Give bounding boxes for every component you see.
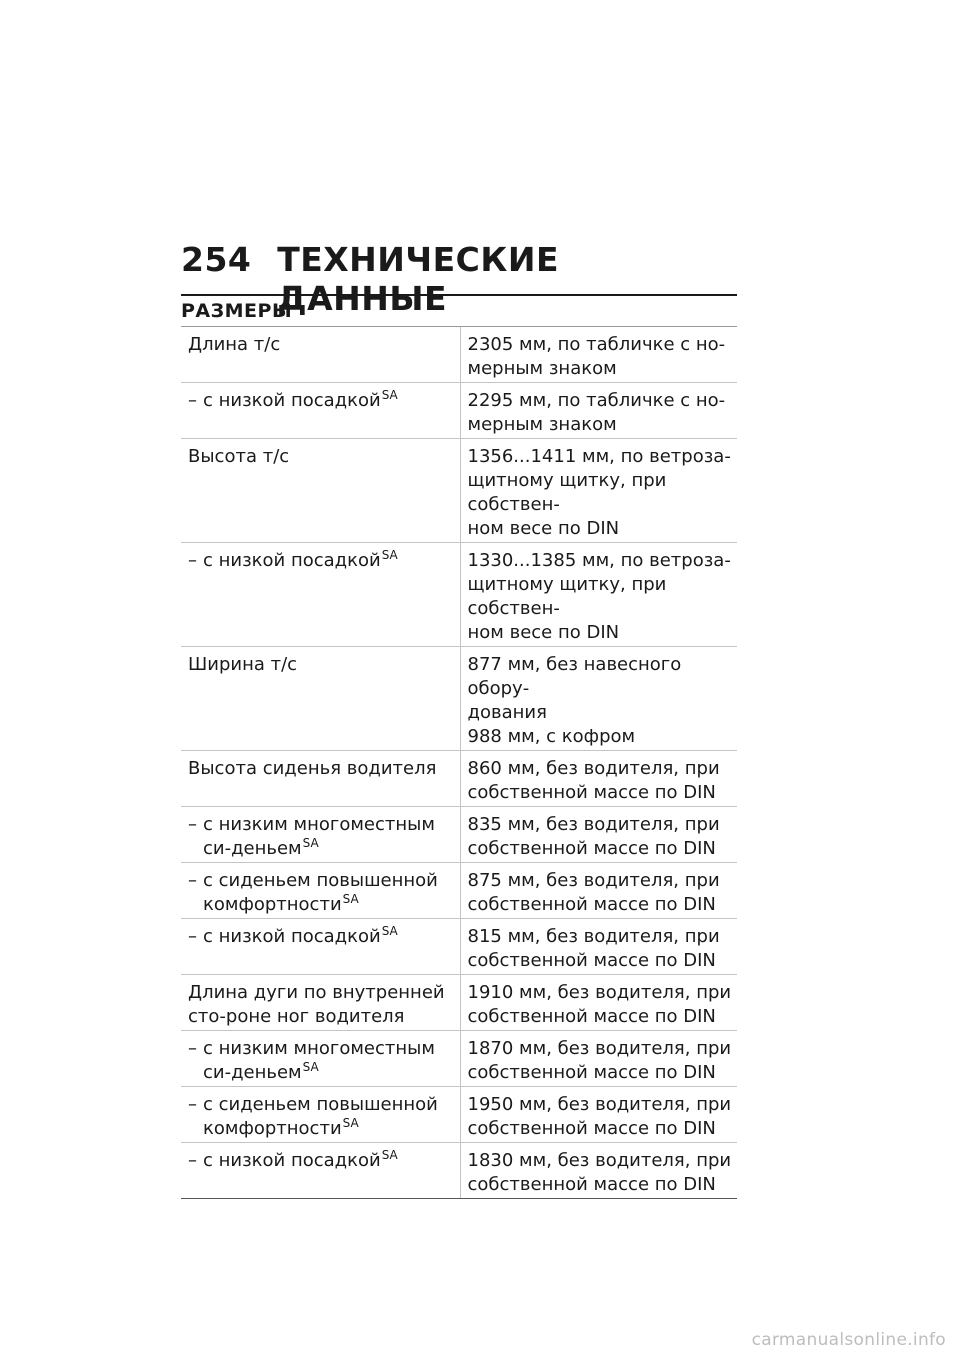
spec-label-text: с низкой посадкой [203, 390, 381, 411]
spec-label-cell [181, 383, 460, 439]
spec-row [181, 543, 737, 647]
spec-label-text: с сиденьем повышенной комфортности [203, 1094, 438, 1139]
spec-label-cell [181, 327, 460, 383]
spec-value-cell [460, 439, 737, 543]
spec-value-line: 2305 мм, по табличке с но- [467, 334, 726, 355]
spec-label-text: Длина дуги по внутренней сто-роне ног водителя [188, 982, 445, 1027]
spec-label [188, 757, 456, 781]
spec-value-cell [460, 1031, 737, 1087]
spec-label-text: Ширина т/с [188, 654, 298, 675]
spec-label-cell [181, 1031, 460, 1087]
spec-row [181, 327, 737, 383]
spec-value-line: собственной массе по DIN [467, 1006, 716, 1027]
dimensions-table [181, 327, 737, 1199]
spec-value-line: 875 мм, без водителя, при [467, 870, 720, 891]
spec-value-line: 860 мм, без водителя, при [467, 758, 720, 779]
spec-label-cell [181, 751, 460, 807]
spec-label [188, 333, 456, 357]
spec-label-text: с низким многоместным си-деньем [203, 1038, 435, 1083]
spec-value-cell [460, 975, 737, 1031]
optional-equipment-mark: SA [342, 1116, 359, 1130]
spec-value-line: щитному щитку, при собствен- [467, 574, 667, 619]
spec-label [188, 981, 456, 1029]
spec-label [188, 653, 456, 677]
manual-page [181, 240, 737, 1199]
spec-value-line: 1830 мм, без водителя, при [467, 1150, 732, 1171]
dimensions-table-body [181, 327, 737, 1199]
spec-row [181, 1031, 737, 1087]
spec-value-line: собственной массе по DIN [467, 950, 716, 971]
sub-item-dash: – [188, 926, 197, 947]
sub-item-dash: – [188, 1150, 197, 1171]
spec-sub-label [188, 549, 456, 573]
spec-value-line: 1950 мм, без водителя, при [467, 1094, 732, 1115]
spec-label-text: с низкой посадкой [203, 1150, 381, 1171]
spec-label-text: Высота сиденья водителя [188, 758, 437, 779]
spec-label-text: с низким многоместным си-деньем [203, 814, 435, 859]
spec-label-cell [181, 439, 460, 543]
page-number: 254 [181, 240, 252, 279]
spec-value-line: дования [467, 702, 547, 723]
optional-equipment-mark: SA [342, 892, 359, 906]
spec-label-cell [181, 807, 460, 863]
spec-value-line: мерным знаком [467, 414, 617, 435]
spec-row [181, 383, 737, 439]
spec-value-cell [460, 751, 737, 807]
spec-sub-label [188, 869, 456, 917]
optional-equipment-mark: SA [381, 388, 398, 402]
spec-value-line: 2295 мм, по табличке с но- [467, 390, 726, 411]
sub-item-dash: – [188, 814, 197, 835]
optional-equipment-mark: SA [302, 836, 319, 850]
spec-label-cell [181, 975, 460, 1031]
spec-value-line: собственной массе по DIN [467, 1062, 716, 1083]
spec-row [181, 919, 737, 975]
spec-label-text: с сиденьем повышенной комфортности [203, 870, 438, 915]
spec-value-line: 1910 мм, без водителя, при [467, 982, 732, 1003]
spec-value-line: собственной массе по DIN [467, 1118, 716, 1139]
spec-row [181, 439, 737, 543]
spec-value-cell [460, 863, 737, 919]
spec-sub-label [188, 389, 456, 413]
spec-row [181, 975, 737, 1031]
spec-value-cell [460, 327, 737, 383]
spec-label-cell [181, 647, 460, 751]
spec-label-text: Длина т/с [188, 334, 281, 355]
sub-item-dash: – [188, 870, 197, 891]
spec-row [181, 647, 737, 751]
spec-label-cell [181, 919, 460, 975]
spec-label-text: с низкой посадкой [203, 926, 381, 947]
spec-value-cell [460, 1143, 737, 1199]
optional-equipment-mark: SA [381, 924, 398, 938]
optional-equipment-mark: SA [381, 1148, 398, 1162]
spec-label-cell [181, 543, 460, 647]
spec-value-cell [460, 807, 737, 863]
spec-label-cell [181, 863, 460, 919]
spec-value-cell [460, 647, 737, 751]
spec-value-line: 835 мм, без водителя, при [467, 814, 720, 835]
spec-value-cell [460, 919, 737, 975]
spec-value-line: собственной массе по DIN [467, 894, 716, 915]
spec-value-line: мерным знаком [467, 358, 617, 379]
spec-value-line: собственной массе по DIN [467, 782, 716, 803]
spec-value-line: 988 мм, с кофром [467, 726, 636, 747]
spec-value-line: ном весе по DIN [467, 518, 620, 539]
section-title: РАЗМЕРЫ [181, 300, 293, 322]
watermark: carmanualsonline.info [751, 1330, 946, 1350]
spec-row [181, 1087, 737, 1143]
optional-equipment-mark: SA [302, 1060, 319, 1074]
spec-row [181, 1143, 737, 1199]
spec-value-line: 1356...1411 мм, по ветроза- [467, 446, 731, 467]
spec-value-line: собственной массе по DIN [467, 1174, 716, 1195]
sub-item-dash: – [188, 550, 197, 571]
spec-value-line: ном весе по DIN [467, 622, 620, 643]
spec-label-cell [181, 1143, 460, 1199]
spec-value-cell [460, 543, 737, 647]
spec-label [188, 445, 456, 469]
spec-label-cell [181, 1087, 460, 1143]
spec-value-line: 877 мм, без навесного обору- [467, 654, 682, 699]
spec-label-text: Высота т/с [188, 446, 290, 467]
chapter-title: ТЕХНИЧЕСКИЕ ДАННЫЕ [277, 240, 559, 318]
spec-value-line: 1330...1385 мм, по ветроза- [467, 550, 731, 571]
spec-row [181, 751, 737, 807]
spec-sub-label [188, 1037, 456, 1085]
spec-row [181, 807, 737, 863]
spec-sub-label [188, 813, 456, 861]
spec-value-line: 1870 мм, без водителя, при [467, 1038, 732, 1059]
spec-value-line: 815 мм, без водителя, при [467, 926, 720, 947]
spec-row [181, 863, 737, 919]
spec-label-text: с низкой посадкой [203, 550, 381, 571]
spec-value-line: собственной массе по DIN [467, 838, 716, 859]
sub-item-dash: – [188, 390, 197, 411]
spec-value-cell [460, 1087, 737, 1143]
sub-item-dash: – [188, 1038, 197, 1059]
spec-value-line: щитному щитку, при собствен- [467, 470, 667, 515]
optional-equipment-mark: SA [381, 548, 398, 562]
spec-sub-label [188, 1149, 456, 1173]
spec-sub-label [188, 1093, 456, 1141]
sub-item-dash: – [188, 1094, 197, 1115]
spec-value-cell [460, 383, 737, 439]
spec-sub-label [188, 925, 456, 949]
